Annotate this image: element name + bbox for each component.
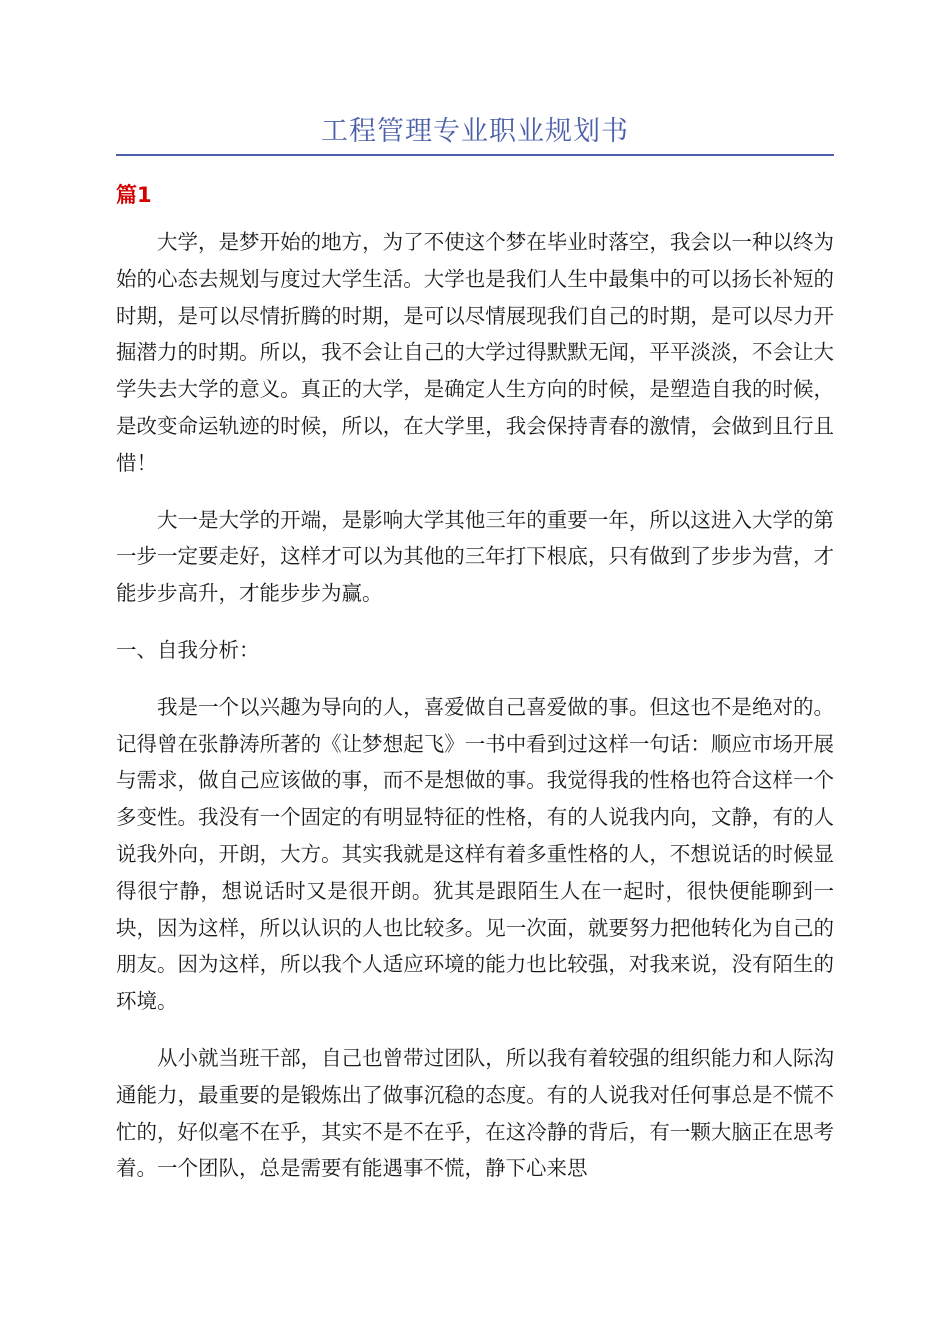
paragraph-leadership: 从小就当班干部，自己也曾带过团队，所以我有着较强的组织能力和人际沟通能力，最重要的是锻炼出了做事沉稳的态度。有的人说我对任何事总是不慌不忙的，好似毫不在乎，其实不是不在乎，在这冷静的背后，有一颗大脑正在思考着。一个团队，总是需要有能遇事不慌，静下心来思 — [116, 1045, 834, 1181]
paragraph-freshman-year: 大一是大学的开端，是影响大学其他三年的重要一年，所以这进入大学的第一步一定要走好，这样才可以为其他的三年打下根底，只有做到了步步为营，才能步步高升，才能步步为赢。 — [116, 507, 834, 606]
subheading-self-analysis: 一、自我分析： — [116, 637, 260, 662]
document-body — [116, 224, 834, 1207]
paragraph-personality: 我是一个以兴趣为导向的人，喜爱做自己喜爱做的事。但这也不是绝对的。记得曾在张静涛所著的《让梦想起飞》一书中看到过这样一句话：顺应市场开展与需求，做自己应该做的事，而不是想做的事。我觉得我的性格也符合这样一个多变性。我没有一个固定的有明显特征的性格，有的人说我内向，文静，有的人说我外向，开朗，大方。其实我就是这样有着多重性格的人，不想说话的时候显得很宁静，想说话时又是很开朗。犹其是跟陌生人在一起时，很快便能聊到一块，因为这样，所以认识的人也比较多。见一次面，就要努力把他转化为自己的朋友。因为这样，所以我个人适应环境的能力也比较强，对我来说，没有陌生的环境。 — [116, 694, 834, 1014]
paragraph-intro: 大学，是梦开始的地方，为了不使这个梦在毕业时落空，我会以一种以终为始的心态去规划与度过大学生活。大学也是我们人生中最集中的可以扬长补短的时期，是可以尽情折腾的时期，是可以尽情展现我们自己的时期，是可以尽力开掘潜力的时期。所以，我不会让自己的大学过得默默无闻，平平淡淡，不会让大学失去大学的意义。真正的大学，是确定人生方向的时候，是塑造自我的时候，是改变命运轨迹的时候，所以，在大学里，我会保持青春的激情，会做到且行且惜！ — [116, 230, 834, 475]
document-title: 工程管理专业职业规划书 — [321, 116, 629, 147]
section-heading: 篇1 — [116, 183, 152, 207]
title-divider — [116, 154, 834, 156]
